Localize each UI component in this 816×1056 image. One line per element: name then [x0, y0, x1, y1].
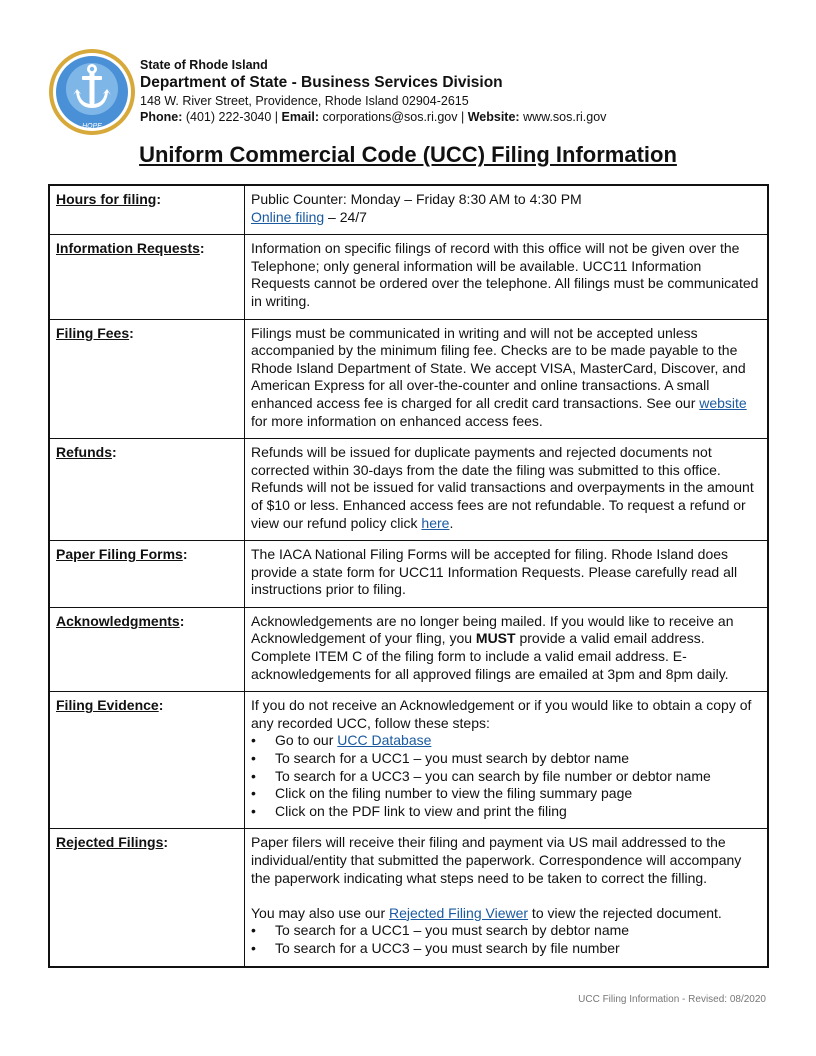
agency-info: [140, 57, 606, 125]
row-label-rejected: Rejected Filings: [56, 834, 164, 851]
filing-info-table: [48, 184, 769, 968]
fees-text-after: for more information on enhanced access fees.: [251, 412, 543, 429]
rejected-text2-after: to view the rejected document.: [528, 904, 722, 921]
table-row: Refunds: Refunds will be issued for duplicate payments and rejected documents not corrected within 30-days from the date the filing was submitted to this office. Refunds will not be issued for valid transactions and overpayments in the amount of $10 or less. Enhanced access fees are not refundable. To request a refund or view our refund policy click here.: [49, 439, 768, 541]
rhode-island-seal-icon: [48, 48, 136, 136]
row-label-hours: Hours for filing: [56, 191, 157, 207]
list-item: • To search for a UCC1 – you must search by debtor name: [251, 922, 762, 940]
online-filing-link[interactable]: Online filing: [251, 208, 325, 225]
email-label: Email:: [281, 110, 320, 124]
table-row: Information Requests: Information on specific filings of record with this office will not be given over the Telephone; only general information will be available. UCC11 Information Requests cannot be ordered over the telephone. All filings must be communicated in writing.: [49, 235, 768, 319]
ucc-database-link[interactable]: UCC Database: [337, 732, 432, 749]
list-item: • To search for a UCC3 – you must search by file number: [251, 940, 762, 958]
website-url: www.sos.ri.gov: [523, 110, 607, 124]
evidence-intro: If you do not receive an Acknowledgement or if you would like to obtain a copy of any recorded UCC, follow these steps:: [251, 697, 752, 731]
revision-footer: UCC Filing Information - Revised: 08/2020: [578, 994, 766, 1005]
ack-text: Acknowledgements are no longer being mailed. If you would like to receive an Acknowledgement of your fling, you: [251, 612, 734, 647]
refunds-text-after: .: [449, 514, 454, 531]
ack-text-after: provide a valid email address. Complete ITEM C of the filing form to include a valid email address. E-acknowledgements for all approved filings are emailed at 3pm and 8pm daily.: [251, 630, 729, 682]
website-link[interactable]: website: [699, 394, 747, 411]
row-label-evidence: Filing Evidence: [56, 697, 159, 714]
website-label: Website:: [467, 110, 520, 124]
page-title: Uniform Commercial Code (UCC) Filing Information: [139, 142, 677, 167]
table-row: Filing Fees: Filings must be communicated in writing and will not be accepted unless accompanied by the minimum filing fee. Checks are to be made payable to the Rhode Island Department of State. We accept VISA, MasterCard, Discover, and American Express for all over-the-counter and online transactions. A small enhanced access fee is charged for all credit card transactions. See our website for more information on enhanced access fees.: [49, 319, 768, 439]
spacer: [251, 887, 762, 905]
list-item: • Click on the PDF link to view and print the filing: [251, 803, 762, 821]
row-label-paper-forms: Paper Filing Forms: [56, 546, 183, 563]
refund-policy-link[interactable]: here: [421, 514, 450, 531]
evidence-steps: [251, 732, 762, 820]
step-text: Go to our: [275, 732, 338, 749]
rejected-filing-viewer-link[interactable]: Rejected Filing Viewer: [389, 904, 529, 921]
fees-text: Filings must be communicated in writing and will not be accepted unless accompanied by the minimum filing fee. Checks are to be made payable to the Rhode Island Department of State. We accept VISA, MasterCard, Discover, and American Express for all over-the-counter and online transactions. A small enhanced access fee is charged for all credit card transactions. See our: [251, 324, 746, 411]
seal-motto: HOPE: [82, 123, 102, 130]
row-label-acknowledgments: Acknowledgments: [56, 612, 180, 629]
list-item: • To search for a UCC3 – you can search by file number or debtor name: [251, 768, 762, 786]
rejected-text2: You may also use our: [251, 904, 390, 921]
counter-hours: Public Counter: Monday – Friday 8:30 AM to 4:30 PM: [251, 191, 582, 207]
department-name: Department of State - Business Services Division: [140, 74, 503, 91]
table-row: Paper Filing Forms: The IACA National Filing Forms will be accepted for filing. Rhode Island does provide a state form for UCC11 Information Requests. Please carefully read all instructions prior to filing.: [49, 541, 768, 608]
online-hours: – 24/7: [324, 208, 367, 225]
table-row: Hours for filing: Public Counter: Monday – Friday 8:30 AM to 4:30 PM Online filing – 24/7: [49, 185, 768, 235]
phone-number: (401) 222-3040: [185, 110, 272, 124]
info-requests-text: Information on specific filings of record with this office will not be given over the Telephone; only general information will be available. UCC11 Information Requests cannot be ordered over the telephone. All filings must be communicated in writing.: [245, 235, 769, 319]
rejected-text: Paper filers will receive their filing and payment via US mail addressed to the individual/entity that submitted the paperwork. Correspondence will accompany the paperwork indicating what steps need to be taken to correct the filling.: [251, 834, 742, 886]
row-label-info-requests: Information Requests: [56, 240, 200, 257]
table-row: Acknowledgments: Acknowledgements are no longer being mailed. If you would like to receive an Acknowledgement of your fling, you MUST provide a valid email address. Complete ITEM C of the filing form to include a valid email address. E-acknowledgements for all approved filings are emailed at 3pm and 8pm daily.: [49, 607, 768, 691]
table-row: Rejected Filings: Paper filers will receive their filing and payment via US mail addressed to the individual/entity that submitted the paperwork. Correspondence will accompany the paperwork indicating what steps need to be taken to correct the filling. You may also use our Rejected Filing Viewer to view the rejected document. • To search for a UCC1 – you must search by debtor name • To search for a UCC3 – you must search by file number: [49, 829, 768, 967]
list-item: [251, 732, 762, 750]
contact-line: Phone: (401) 222-3040 | Email: corporations@sos.ri.gov | Website: www.sos.ri.gov: [140, 110, 607, 124]
page-header: [48, 48, 768, 138]
agency-address: 148 W. River Street, Providence, Rhode Island 02904-2615: [140, 94, 469, 108]
ack-must: MUST: [475, 630, 516, 647]
row-label-fees: Filing Fees: [56, 324, 130, 341]
phone-label: Phone:: [140, 110, 183, 124]
list-item: • To search for a UCC1 – you must search by debtor name: [251, 750, 762, 768]
state-name: State of Rhode Island: [140, 58, 268, 72]
email-address: corporations@sos.ri.gov: [322, 110, 458, 124]
paper-forms-text: The IACA National Filing Forms will be accepted for filing. Rhode Island does provide a state form for UCC11 Information Requests. Please carefully read all instructions prior to filing.: [245, 541, 769, 608]
row-label-refunds: Refunds: [56, 444, 112, 461]
list-item: • Click on the filing number to view the filing summary page: [251, 785, 762, 803]
refunds-text: Refunds will be issued for duplicate payments and rejected documents not corrected within 30-days from the date the filing was submitted to this office. Refunds will not be issued for valid transactions and overpayments in the amount of $10 or less. Enhanced access fees are not refundable. To request a refund or view our refund policy click: [251, 444, 754, 531]
rejected-steps: [251, 922, 762, 957]
table-row: Filing Evidence: If you do not receive an Acknowledgement or if you would like to obtain a copy of any recorded UCC, follow these steps: • Go to our UCC Database • To search for a UCC1 – you must search by debtor name • To search for a UCC3 – you can search by file number or debtor name • Click on the filing number to view the filing summary page • Click on the PDF link to view and print the filing: [49, 692, 768, 829]
